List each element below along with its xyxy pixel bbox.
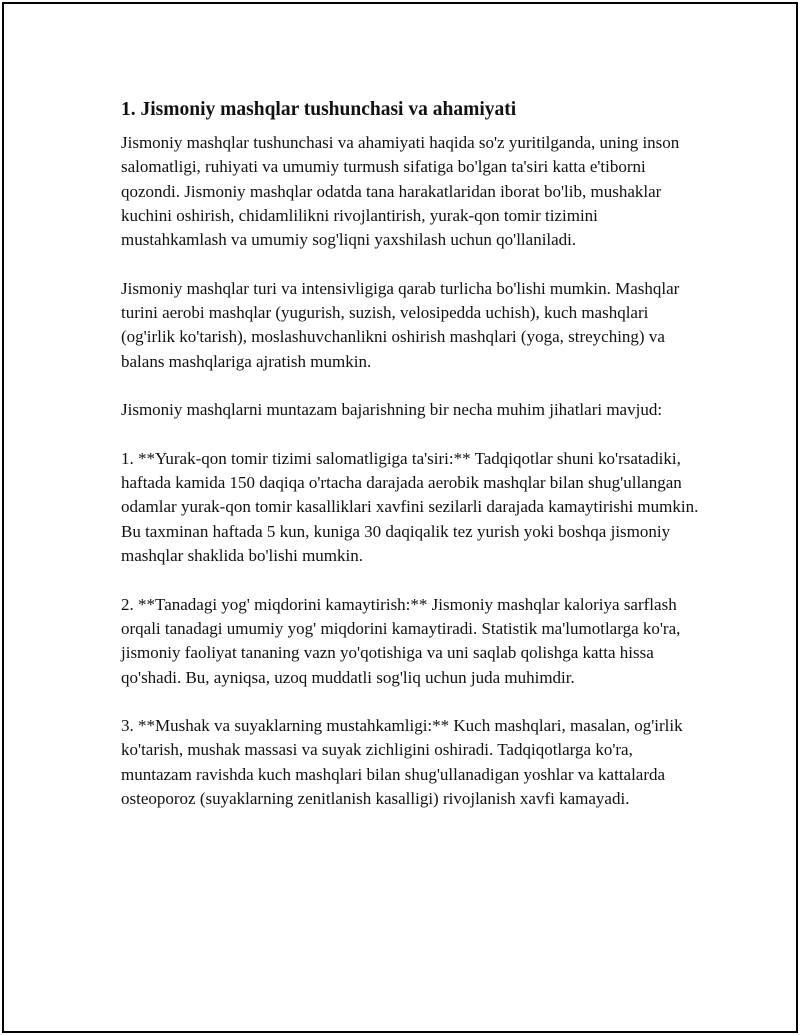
paragraph-intro: Jismoniy mashqlar tushunchasi va ahamiyati haqida so'z yuritilganda, uning inson salomatligi, ruhiyati va umumiy turmush sifatiga bo'lgan ta'siri katta e'tiborni qozondi. Jismoniy mashqlar odatda tana harakatlaridan iborat bo'lib, mushaklar kuchini oshirish, chidamlilikni rivojlantirish, yurak-qon tomir tizimini mustahkamlash va umumiy sog'liqni yaxshilash uchun qo'llaniladi. bbox=[121, 133, 680, 250]
paragraph-types: Jismoniy mashqlar turi va intensivligiga qarab turlicha bo'lishi mumkin. Mashqlar turini aerobi mashqlar (yugurish, suzish, velosipedda uchish), kuch mashqlari (og'irlik ko'tarish), moslashuvchanlikni oshirish mashqlari (yoga, streyching) va balans mashqlariga ajratish mumkin. bbox=[121, 278, 680, 371]
paragraph-point-3: 3. **Mushak va suyaklarning mustahkamligi:** Kuch mashqlari, masalan, og'irlik ko'tarish, mushak massasi va suyak zichligini oshiradi. Tadqiqotlarga ko'ra, muntazam ravishda kuch mashqlari bilan shug'ullanadigan yoshlar va kattalarda osteoporoz (suyaklarning zenitlanish kasalligi) rivojlanish xavfi kamayadi. bbox=[121, 716, 683, 809]
document-title: 1. Jismoniy mashqlar tushunchasi va ahamiyati bbox=[121, 99, 517, 120]
paragraph-point-1: 1. **Yurak-qon tomir tizimi salomatligiga ta'siri:** Tadqiqotlar shuni ko'rsatadiki, haftada kamida 150 daqiqa o'rtacha darajada aerobik mashqlar bilan shug'ullangan odamlar yurak-qon tomir kasalliklari xavfini sezilarli darajada kamaytirishi mumkin. Bu taxminan haftada 5 kun, kuniga 30 daqiqalik tez yurish yoki boshqa jismoniy mashqlar shaklida bo'lishi mumkin. bbox=[121, 448, 699, 566]
document-body bbox=[121, 98, 701, 836]
paragraph-aspects-intro: Jismoniy mashqlarni muntazam bajarishning bir necha muhim jihatlari mavjud: bbox=[121, 400, 663, 420]
page-frame bbox=[2, 2, 798, 1033]
paragraph-point-2: 2. **Tanadagi yog' miqdorini kamaytirish:** Jismoniy mashqlar kaloriya sarflash orqali tanadagi umumiy yog' miqdorini kamaytiradi. Statistik ma'lumotlarga ko'ra, jismoniy faoliyat tananing vazn yo'qotishiga va uni saqlab qolishga katta hissa qo'shadi. Bu, ayniqsa, uzoq muddatli sog'liq uchun juda muhimdir. bbox=[121, 594, 681, 687]
